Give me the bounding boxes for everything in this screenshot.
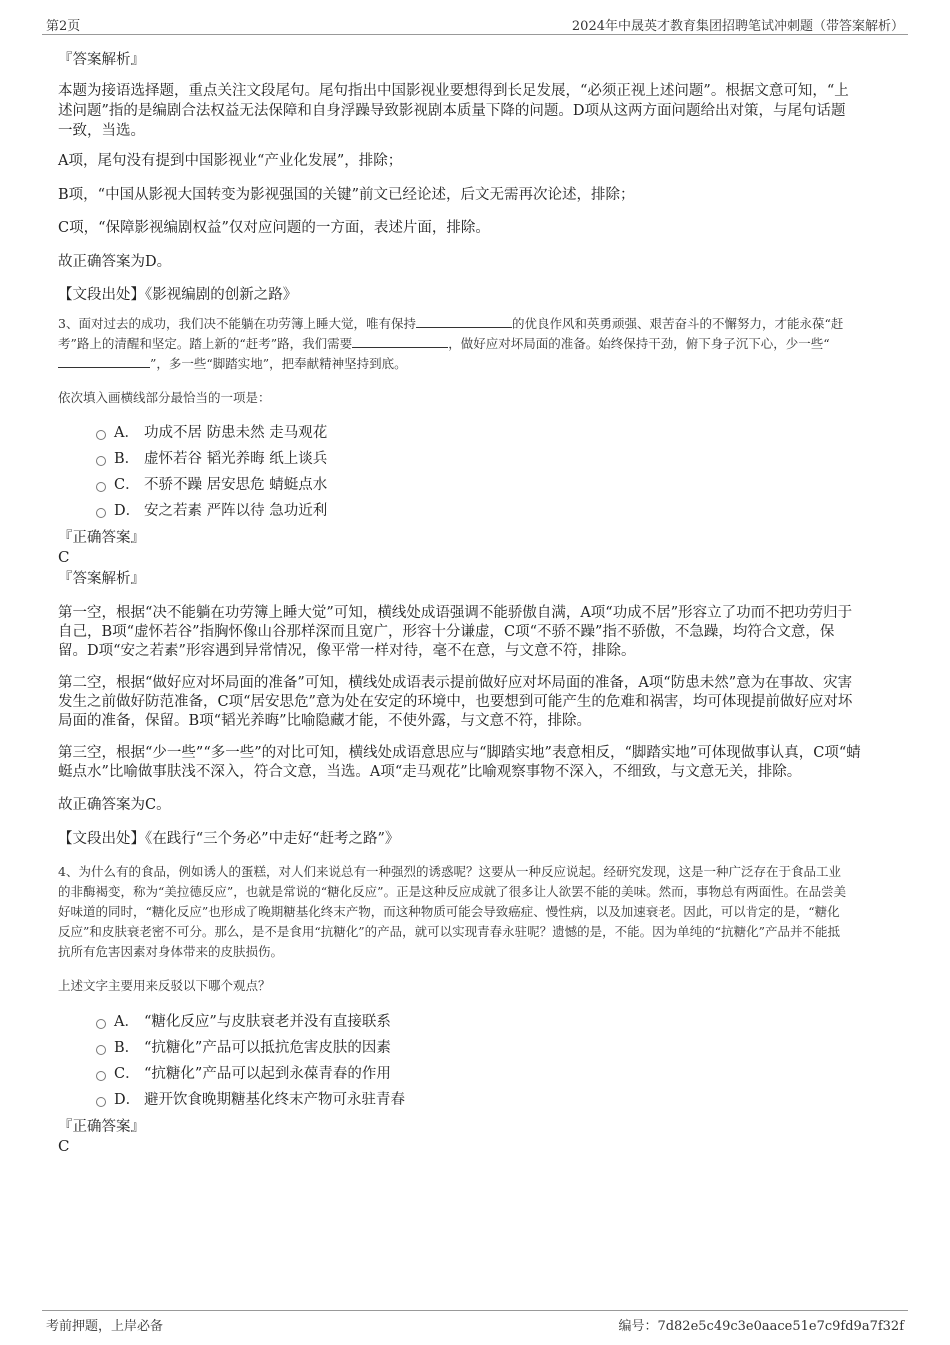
footer-slogan: 考前押题，上岸必备 [46, 1319, 164, 1334]
question-stem: 4、为什么有的食品，例如诱人的蛋糕，对人们来说总有一种强烈的诱惑呢？这要从一种反应说起。经研究发现，这是一种广泛存在于食品工业 [58, 864, 841, 879]
question-prompt: 上述文字主要用来反驳以下哪个观点？ [58, 978, 271, 993]
analysis-conclusion: 故正确答案为C。 [58, 797, 171, 813]
question-prompt: 依次填入画横线部分最恰当的一项是： [58, 390, 271, 405]
question-stem: 3、面对过去的成功，我们决不能躺在功劳簿上睡大觉，唯有保持 的优良作风和英勇顽强、艰苦奋斗的不懈努力，才能永葆“赶 [58, 316, 844, 331]
option-b[interactable]: B． “抗糖化”产品可以抵抗危害皮肤的因素 [96, 1037, 391, 1059]
analysis-paragraph: 第一空，根据“决不能躺在功劳簿上睡大觉”可知，横线处成语强调不能骄傲自满，A项“功成不居”形容立了功而不把功劳归于 [58, 605, 853, 621]
radio-icon[interactable] [96, 482, 106, 492]
option-d[interactable]: D． 安之若素 严阵以待 急功近利 [96, 500, 327, 522]
analysis-paragraph: 发生之前做好防范准备，C项“居安思危”意为处在安定的环境中，也要想到可能产生的危难和祸害，均可体现提前做好应对坏 [58, 694, 853, 710]
page-footer [42, 1310, 908, 1335]
option-a[interactable]: A． 功成不居 防患未然 走马观花 [96, 422, 327, 444]
question-stem: 反应”和皮肤衰老密不可分。那么，是不是食用“抗糖化”的产品，就可以实现青春永驻呢？遗憾的是，不能。因为单纯的“抗糖化”产品并不能抵 [58, 924, 840, 939]
analysis-paragraph: 一致，当选。 [58, 123, 145, 139]
option-c[interactable]: C． “抗糖化”产品可以起到永葆青春的作用 [96, 1063, 391, 1085]
question-stem: ”，多一些“脚踏实地”，把奉献精神坚持到底。 [58, 354, 894, 374]
analysis-paragraph: 第二空，根据“做好应对坏局面的准备”可知，横线处成语表示提前做好应对坏局面的准备，A项“防患未然”意为在事故、灾害 [58, 675, 853, 691]
analysis-paragraph: 自己，B项“虚怀若谷”指胸怀像山谷那样深而且宽广，形容十分谦虚，C项“不骄不躁”指不骄傲，不急躁，均符合文意，保 [58, 624, 835, 640]
document-code: 编号：7d82e5c49c3e0aace51e7c9fd9a7f32f [618, 1319, 904, 1334]
analysis-paragraph: 局面的准备，保留。B项“韬光养晦”比喻隐藏才能，不使外露，与文意不符，排除。 [58, 713, 591, 729]
page-number: 第2页 [46, 19, 81, 34]
fill-blank [416, 315, 512, 328]
option-b[interactable]: B． 虚怀若谷 韬光养晦 纸上谈兵 [96, 448, 327, 470]
analysis-paragraph: 第三空，根据“少一些”“多一些”的对比可知，横线处成语意思应与“脚踏实地”表意相反，“脚踏实地”可体现做事认真，C项“蜻 [58, 745, 861, 761]
radio-icon[interactable] [96, 1071, 106, 1081]
analysis-conclusion: 故正确答案为D。 [58, 254, 172, 270]
document-title: 2024年中晟英才教育集团招聘笔试冲刺题（带答案解析） [571, 19, 904, 34]
answer-value: C [58, 548, 70, 566]
analysis-option-c: C项，“保障影视编剧权益”仅对应问题的一方面，表述片面，排除。 [58, 220, 490, 236]
question-stem: 抗所有危害因素对身体带来的皮肤损伤。 [58, 944, 284, 959]
radio-icon[interactable] [96, 508, 106, 518]
answer-title: 『正确答案』 [58, 1119, 145, 1135]
radio-icon[interactable] [96, 1097, 106, 1107]
analysis-option-b: B项，“中国从影视大国转变为影视强国的关键”前文已经论述，后文无需再次论述，排除； [58, 187, 635, 203]
radio-icon[interactable] [96, 1019, 106, 1029]
passage-source: 【文段出处】《在践行“三个务必”中走好“赶考之路”》 [58, 831, 400, 847]
analysis-paragraph: 述问题”指的是编剧合法权益无法保障和自身浮躁导致影视剧本质量下降的问题。D项从这两方面问题给出对策，与尾句话题 [58, 103, 846, 119]
fill-blank [58, 355, 150, 368]
radio-icon[interactable] [96, 456, 106, 466]
option-a[interactable]: A． “糖化反应”与皮肤衰老并没有直接联系 [96, 1011, 391, 1033]
page-header [42, 14, 908, 35]
answer-title: 『正确答案』 [58, 530, 145, 546]
fill-blank [352, 335, 448, 348]
analysis-paragraph: 蜓点水”比喻做事肤浅不深入，符合文意，当选。A项“走马观花”比喻观察事物不深入，不细致，与文意无关，排除。 [58, 764, 802, 780]
option-c[interactable]: C． 不骄不躁 居安思危 蜻蜓点水 [96, 474, 327, 496]
analysis-paragraph: 本题为接语选择题，重点关注文段尾句。尾句指出中国影视业要想得到长足发展，“必须正视上述问题”。根据文意可知，“上 [58, 83, 849, 99]
answer-value: C [58, 1137, 70, 1155]
analysis-title: 『答案解析』 [58, 52, 145, 68]
analysis-title: 『答案解析』 [58, 571, 145, 587]
question-stem: 考”路上的清醒和坚定。踏上新的“赶考”路，我们需要 ，做好应对坏局面的准备。始终保持干劲，俯下身子沉下心，少一些“ [58, 336, 830, 351]
radio-icon[interactable] [96, 1045, 106, 1055]
option-d[interactable]: D． 避开饮食晚期糖基化终末产物可永驻青春 [96, 1089, 405, 1111]
question-stem: 的非酶褐变，称为“美拉德反应”，也就是常说的“糖化反应”。正是这种反应成就了很多让人欲罢不能的美味。然而，事物总有两面性。在品尝美 [58, 884, 847, 899]
radio-icon[interactable] [96, 430, 106, 440]
passage-source: 【文段出处】《影视编剧的创新之路》 [58, 287, 298, 303]
question-stem: 好味道的同时，“糖化反应”也形成了晚期糖基化终末产物，而这种物质可能会导致癌症、慢性病，以及加速衰老。因此，可以肯定的是，“糖化 [58, 904, 840, 919]
analysis-paragraph: 留。D项“安之若素”形容遇到异常情况，像平常一样对待，毫不在意，与文意不符，排除。 [58, 643, 636, 659]
analysis-option-a: A项，尾句没有提到中国影视业“产业化发展”，排除； [58, 153, 403, 169]
